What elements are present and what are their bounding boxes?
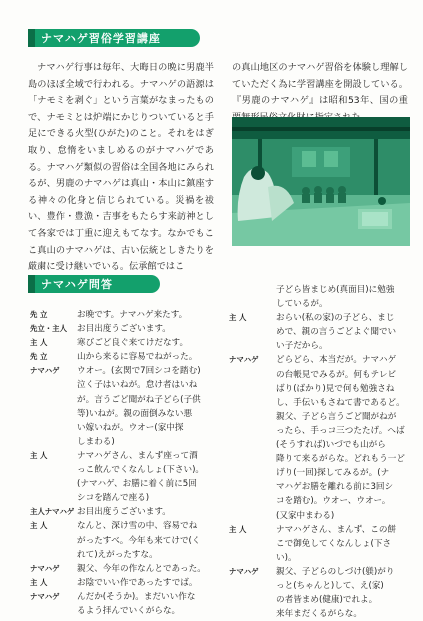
intro-paragraph: ナマハゲ行事は毎年、大晦日の晩に男鹿半島のほぼ全域で行われる。ナマハゲの語源は「ナモミを剥ぐ」という言葉がなまったもので、ナモミとは炉端にかじりついていると手足にできる火型(ひがた)のこと。それをはぎ取り、怠惰をいましめるのがナマハゲである。ナマハゲ類似の習俗は全国各地にみられるが、男鹿のナマハゲは真山・本山に鎮座する神々の化身と信じられている。災禍を祓い、豊作・豊漁・吉事をもたらす来訪神として各家では丁重に迎えもてなす。なかでもここ真山のナマハゲは、古い伝統としきたりを厳粛に受け継いでいる。伝承館ではこ [28,62,214,273]
dialogue-line [30,519,215,533]
dialogue-line [229,607,412,621]
namahage-photo [232,117,410,246]
speaker-label [229,368,276,382]
speaker-label: ナマハゲ [229,355,259,365]
dialogue-line [30,308,215,322]
speaker-label [30,407,77,421]
dialogue-text: シコを踏んで座る) [77,493,150,504]
dialogue-line [30,364,215,378]
dialogue-text: ばり(ばかり)見で何も勉強さね [276,383,395,394]
speaker-label: 主人ナマハゲ [30,507,75,517]
dialogue-line [229,368,412,382]
speaker-label [229,607,276,621]
speaker-label [229,452,276,466]
dialogue-text: マハゲお膳を離れる前に3回シ [276,482,394,493]
speaker-label [229,438,276,452]
speaker-label [229,297,276,311]
dialogue-text: 泣く子はいねが。怠け者はいね [77,380,198,391]
speaker-label: 主 人 [229,524,247,534]
dialogue-text: ナマハゲさん、まんず、この餅 [276,524,397,535]
speaker-label [30,393,77,407]
dialogue-line [229,382,412,396]
speaker-label [30,534,77,548]
dialogue-line [30,336,215,350]
speaker-label [30,548,77,562]
speaker-label [30,604,77,618]
dialogue-text: い嫁いねが。ウオー(家中探 [77,422,184,433]
dialogue-line [229,438,412,452]
dialogue-text: っこ飲んでくなんしょ(下さい)。 [77,465,205,476]
speaker-label: 主 人 [30,450,48,460]
dialogue-text: お目出度うございます。 [77,507,171,518]
speaker-label [229,593,276,607]
dialogue-line [229,311,412,325]
dialogue-line [30,534,215,548]
speaker-label: ナマハゲ [30,591,60,601]
dialogue-text: い)。 [276,552,297,563]
dialogue-line [229,579,412,593]
dialogue-text: お晩です。ナマハゲ来たす。 [77,310,188,320]
speaker-label [229,551,276,565]
dialogue-text: ウオー。(玄関で7回シコを踏む) [77,366,201,377]
speaker-label [30,491,77,505]
speaker-label [30,378,77,392]
speaker-label [229,410,276,424]
intro-text-block [28,60,214,276]
speaker-label [229,509,276,523]
dialogue-line [229,297,412,311]
dialogue-text: (ナマハゲ、お膳に着く前に5回 [77,479,197,490]
speaker-label [229,382,276,396]
dialogue-line [30,393,215,407]
dialogue-text: しまわる) [77,436,115,447]
dialogue-text: コを踏む)。ウオー、ウオー。 [276,496,391,507]
speaker-label: 先立・主人 [30,324,67,334]
dialogue-line [30,463,215,477]
dialogue-text: が。言うごど聞がね子どら(子供 [77,394,201,405]
speaker-label [229,466,276,480]
speaker-label [229,325,276,339]
section-title: ナマハゲ習俗学習講座 [41,32,161,45]
dialogue-text: るよう拝んでいくがらな。 [77,605,181,616]
dialogue-line [229,353,412,367]
intro-continuation: の真山地区のナマハゲ習俗を体験し理解していただく為に学習講座を開設している。『男鹿のナマハゲ』は昭和53年、国の重 [232,62,408,107]
speaker-label [229,339,276,353]
speaker-label [30,463,77,477]
dialogue-line [229,494,412,508]
speaker-label: ナマハゲ [30,563,60,573]
section-header-study-course [28,29,200,47]
dialogue-text: しているが。 [276,299,328,310]
dialogue-line [30,576,215,590]
speaker-label: 主 人 [30,338,48,348]
section-header-dialogue [28,275,160,293]
dialogue-line [30,548,215,562]
dialogue-text: ったら、手っコ三つたたげ。へば [276,425,405,436]
speaker-label: 先 立 [30,310,48,319]
dialogue-line [229,424,412,438]
speaker-label: 主 人 [30,577,48,587]
dialogue-line [229,466,412,480]
speaker-label [229,396,276,410]
speaker-label [229,537,276,551]
dialogue-text: れて)えがったすな。 [77,549,158,560]
speaker-label [229,579,276,593]
photo-illustration [232,117,410,246]
dialogue-line [229,410,412,424]
dialogue-text: 親父、子どら言うごど聞がねが [276,411,397,422]
dialogue-text: がったすべ。今年も来てけで(く [77,535,201,546]
dialogue-text: めで、親の言うごどよぐ聞でい [276,327,397,338]
dialogue-text: の台帳見でみるが。何もテレビ [276,369,397,380]
dialogue-text: 親父、子どらのしづけ(躾)がり [276,566,395,577]
dialogue-text: 子どら皆まじめ(真面目)に勉強 [276,285,395,295]
speaker-label: ナマハゲ [30,366,60,376]
dialogue-text: い子だから。 [276,341,328,352]
dialogue-line [30,435,215,449]
speaker-label: ナマハゲ [229,566,259,576]
speaker-label: 先 立 [30,352,48,362]
dialogue-line [229,283,412,297]
speaker-label [229,283,276,297]
dialogue-line [229,339,412,353]
speaker-label: 主 人 [229,313,247,323]
dialogue-text: し、手伝いもさねて書であるど。 [276,397,405,408]
dialogue-line [30,590,215,604]
speaker-label [229,494,276,508]
dialogue-line [229,509,412,523]
dialogue-line [30,350,215,364]
dialogue-text: おらい(私の家)の子どら、まじ [276,313,395,324]
dialogue-text: お陰でいい作であったすでば。 [77,577,198,588]
dialogue-text: の者皆まめ(健康)でれよ。 [276,595,378,606]
dialogue-line [229,452,412,466]
dialogue-line [229,565,412,579]
dialogue-text: (そうすれば)いづでも山がら [276,440,386,451]
dialogue-text: お目出度うございます。 [77,324,171,335]
dialogue-line [229,537,412,551]
dialogue-line [30,322,215,336]
dialogue-line [30,491,215,505]
dialogue-line [229,593,412,607]
speaker-label [30,477,77,491]
dialogue-text: 親父、今年の作なんとであった。 [77,563,206,574]
speaker-label [229,424,276,438]
speaker-label: 主 人 [30,521,48,531]
dialogue-text: ナマハゲさん、まんず座って酒 [77,450,198,461]
section-title: ナマハゲ問答 [41,278,113,291]
dialogue-line [229,396,412,410]
dialogue-text: 来年まだくるがらな。 [276,609,362,620]
dialogue-line [30,421,215,435]
dialogue-line [30,604,215,618]
dialogue-text: んだか(そうか)。まだいい作な [77,591,196,602]
dialogue-line [30,477,215,491]
header-accent-bar [28,29,35,47]
dialogue-text: (又家中まわる) [276,510,335,521]
dialogue-text: 等)いねが。親の面倒みない悪 [77,408,193,419]
dialogue-right-column [229,283,412,621]
speaker-label [30,421,77,435]
dialogue-line [229,523,412,537]
dialogue-line [229,325,412,339]
dialogue-line [30,378,215,392]
dialogue-line [229,551,412,565]
speaker-label [30,435,77,449]
speaker-label [229,480,276,494]
header-accent-bar [28,275,35,293]
dialogue-text: 山から来るに容易でねがった。 [77,352,198,363]
dialogue-line [30,505,215,519]
dialogue-line [30,449,215,463]
dialogue-text: こで御免してくなんしょ(下さ [276,538,392,549]
dialogue-text: っと(ちゃんと)して、え(家) [276,580,384,591]
dialogue-text: なんと、深け雪の中、容易でね [77,521,198,532]
dialogue-text: どらどら、本当だが。ナマハゲ [276,355,397,366]
dialogue-text: 寒びごど良ぐ来てけだなす。 [77,338,189,349]
dialogue-line [30,562,215,576]
dialogue-text: 降りて来るがらな。どれもう一ど [276,454,405,465]
dialogue-left-column [30,308,215,618]
dialogue-line [229,480,412,494]
dialogue-text: げり(一回)探してみるが。(ナ [276,468,390,479]
dialogue-line [30,407,215,421]
